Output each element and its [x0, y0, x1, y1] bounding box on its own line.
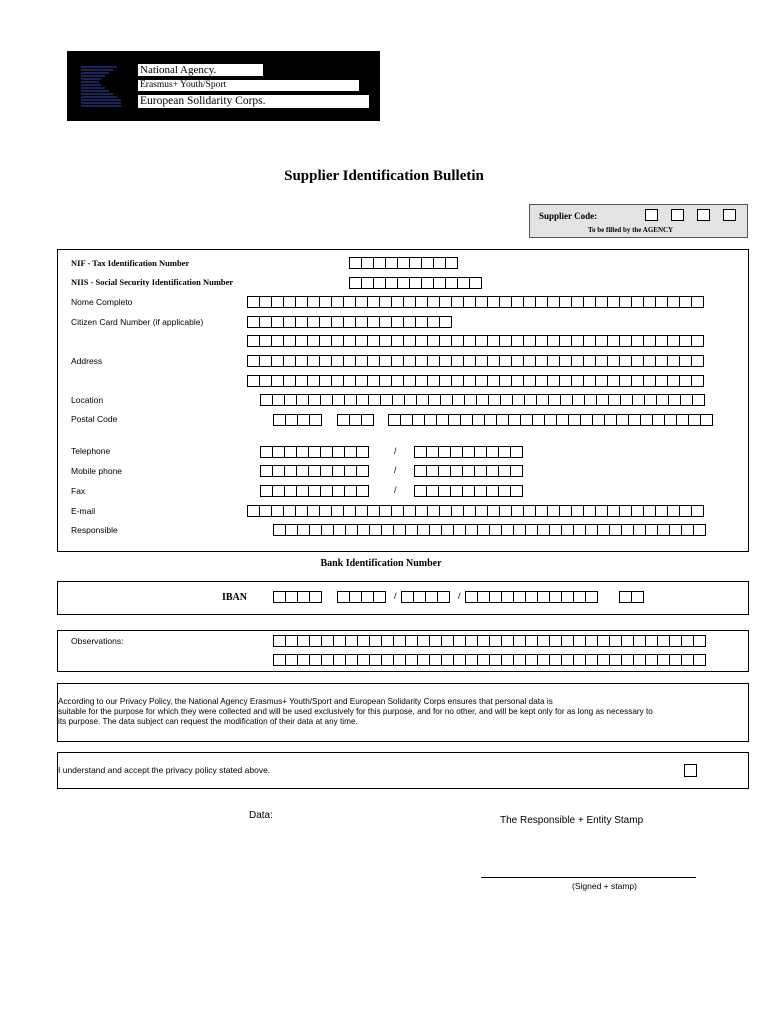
character-cell[interactable] [373, 591, 386, 603]
privacy-line-1: According to our Privacy Policy, the National Agency Erasmus+ Youth/Sport and European Solidarity Corps ensures that personal data is [58, 697, 553, 706]
character-cell[interactable] [510, 446, 523, 458]
signature-line[interactable] [481, 877, 696, 878]
character-cell[interactable] [691, 355, 704, 367]
supplier-code-panel [529, 204, 748, 238]
location-input[interactable] [260, 394, 704, 406]
character-cell[interactable] [697, 209, 710, 221]
telephone-separator: / [394, 446, 397, 456]
nif-label: NIF - Tax Identification Number [71, 258, 190, 268]
privacy-line-3: its purpose. The data subject can request the modification of their data at any time. [58, 717, 358, 726]
character-cell[interactable] [631, 591, 644, 603]
iban-part-5-input[interactable] [619, 591, 643, 603]
logo-line-corps: European Solidarity Corps. [138, 95, 369, 108]
agency-logo [67, 51, 380, 121]
postal-code-label: Postal Code [71, 414, 118, 424]
bank-heading: Bank Identification Number [320, 558, 442, 569]
character-cell[interactable] [361, 414, 374, 426]
nif-input[interactable] [349, 257, 457, 269]
mobile-input-1[interactable] [260, 465, 368, 477]
character-cell[interactable] [469, 277, 482, 289]
address-line-2-input[interactable] [247, 355, 703, 367]
mobile-separator: / [394, 465, 397, 475]
consent-text: I understand and accept the privacy policy stated above. [58, 765, 271, 775]
character-cell[interactable] [691, 375, 704, 387]
full-name-input[interactable] [247, 296, 703, 308]
page-title: Supplier Identification Bulletin [284, 168, 484, 184]
postal-code-locality-input[interactable] [388, 414, 712, 426]
telephone-input-1[interactable] [260, 446, 368, 458]
niss-label: NIIS - Social Security Identification Number [71, 277, 234, 287]
character-cell[interactable] [693, 654, 706, 666]
date-label: Data: [249, 810, 273, 821]
character-cell[interactable] [691, 335, 704, 347]
postal-code-part-1-input[interactable] [273, 414, 321, 426]
fax-label: Fax [71, 486, 86, 496]
character-cell[interactable] [437, 591, 450, 603]
iban-part-1-input[interactable] [273, 591, 321, 603]
email-label: E-mail [71, 506, 96, 516]
address-line-1-input[interactable] [247, 335, 703, 347]
observations-line-2-input[interactable] [273, 654, 705, 666]
character-cell[interactable] [309, 591, 322, 603]
character-cell[interactable] [356, 446, 369, 458]
location-label: Location [71, 395, 104, 405]
name-label: Nome Completo [71, 297, 133, 307]
character-cell[interactable] [510, 465, 523, 477]
iban-part-4-input[interactable] [465, 591, 597, 603]
privacy-text [58, 697, 738, 727]
character-cell[interactable] [309, 414, 322, 426]
postal-code-part-2-input[interactable] [337, 414, 373, 426]
character-cell[interactable] [510, 485, 523, 497]
address-label: Address [71, 356, 103, 366]
supplier-code-box-1[interactable] [645, 209, 657, 221]
character-cell[interactable] [445, 257, 458, 269]
character-cell[interactable] [356, 485, 369, 497]
logo-line-agency: National Agency. [138, 64, 263, 76]
supplier-code-box-4[interactable] [723, 209, 735, 221]
character-cell[interactable] [356, 465, 369, 477]
signature-caption: (Signed + stamp) [572, 881, 637, 891]
telephone-label: Telephone [71, 446, 111, 456]
logo-line-programme: Erasmus+ Youth/Sport [138, 80, 359, 91]
character-cell[interactable] [691, 505, 704, 517]
responsible-label: Responsible [71, 525, 118, 535]
supplier-code-box-2[interactable] [671, 209, 683, 221]
citizen-card-input[interactable] [247, 316, 451, 328]
mobile-label: Mobile phone [71, 466, 123, 476]
character-cell[interactable] [693, 635, 706, 647]
observations-line-1-input[interactable] [273, 635, 705, 647]
iban-part-2-input[interactable] [337, 591, 385, 603]
mobile-input-2[interactable] [414, 465, 522, 477]
email-input[interactable] [247, 505, 703, 517]
telephone-input-2[interactable] [414, 446, 522, 458]
character-cell[interactable] [723, 209, 736, 221]
supplier-code-box-3[interactable] [697, 209, 709, 221]
privacy-line-2: suitable for the purpose for which they were collected and will be used exclusively for this purpose, and for no other, and will be kept only for as long as necessary to [58, 707, 653, 716]
fax-separator: / [394, 485, 397, 495]
character-cell[interactable] [585, 591, 598, 603]
responsible-input[interactable] [273, 524, 705, 536]
fax-input-1[interactable] [260, 485, 368, 497]
character-cell[interactable] [692, 394, 705, 406]
character-cell[interactable] [700, 414, 713, 426]
character-cell[interactable] [691, 296, 704, 308]
character-cell[interactable] [693, 524, 706, 536]
privacy-consent-checkbox[interactable] [684, 764, 697, 777]
citizen-card-label: Citizen Card Number (if applicable) [71, 317, 204, 327]
observations-label: Observations: [71, 636, 124, 646]
address-line-3-input[interactable] [247, 375, 703, 387]
iban-separator-2: / [458, 591, 461, 601]
character-cell[interactable] [645, 209, 658, 221]
stamp-label: The Responsible + Entity Stamp [500, 815, 644, 826]
iban-separator-1: / [394, 591, 397, 601]
supplier-code-label: Supplier Code: [539, 211, 598, 221]
fax-input-2[interactable] [414, 485, 522, 497]
agency-emblem-icon [77, 61, 125, 111]
niss-input[interactable] [349, 277, 481, 289]
character-cell[interactable] [439, 316, 452, 328]
iban-label: IBAN [222, 592, 248, 603]
iban-part-3-input[interactable] [401, 591, 449, 603]
character-cell[interactable] [671, 209, 684, 221]
supplier-code-note: To be filled by the AGENCY [588, 226, 674, 234]
